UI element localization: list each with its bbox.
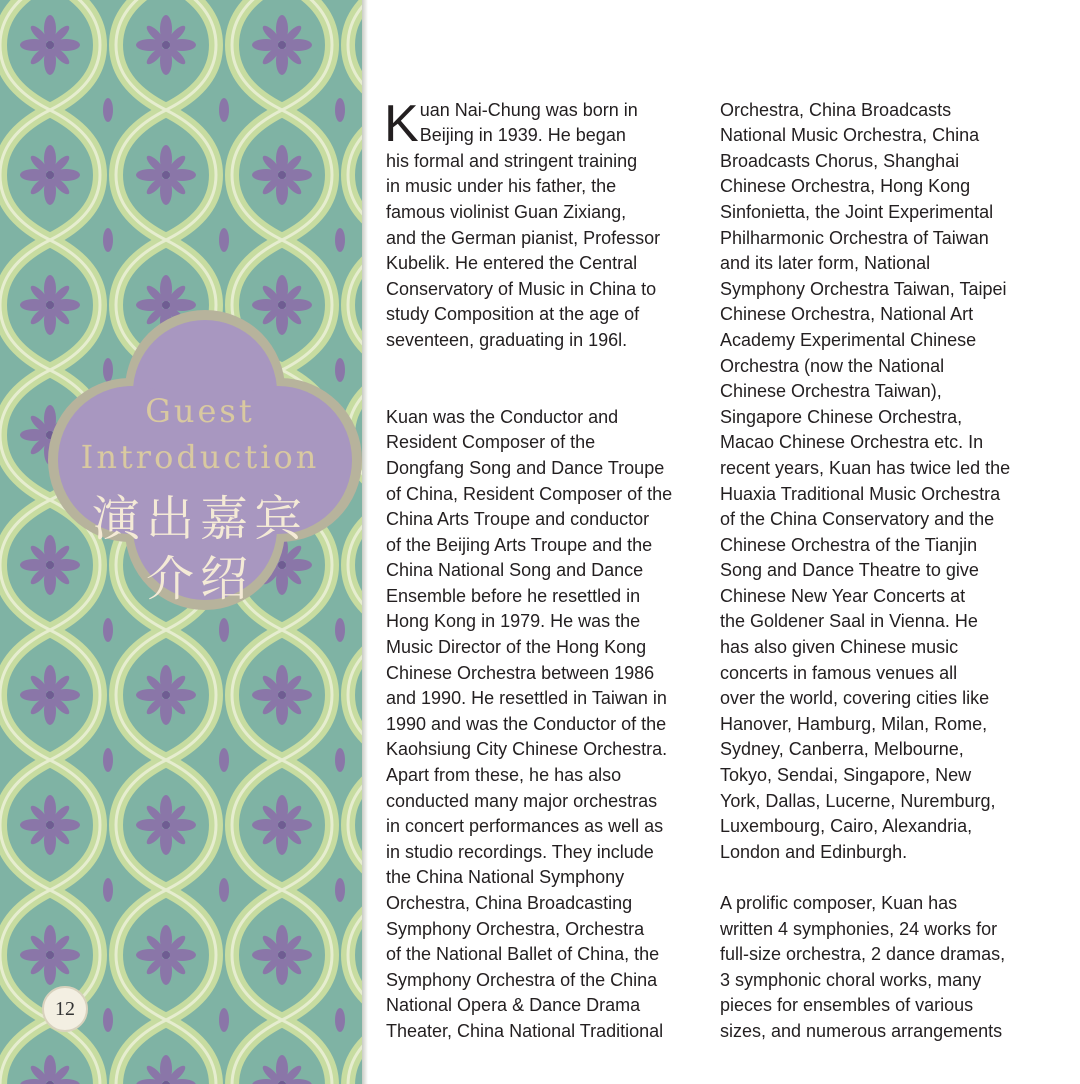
panel-edge-shadow — [362, 0, 368, 1084]
article-column-2 — [720, 72, 1060, 1070]
article-column-1 — [386, 72, 706, 1070]
title-english-line2: Introduction — [80, 438, 320, 476]
page-number: 12 — [42, 986, 88, 1032]
paragraph-3: Orchestra, China Broadcasts National Music Orchestra, China Broadcasts Chorus, Shanghai Chinese Orchestra, Hong Kong Sinfonietta, the Joint Experimental Philharmonic Orchestra of Taiwan and its later form, National Symphony Orchestra Taiwan, Taipei Chinese Orchestra, National Art Academy Experimental Chinese Orchestra (now the National Chinese Orchestra Taiwan), Singapore Chinese Orchestra, Macao Chinese Orchestra etc. In recent years, Kuan has twice led the Huaxia Traditional Music Orchestra of the China Conservatory and the Chinese Orchestra of the Tianjin Song and Dance Theatre to give Chinese New Year Concerts at the Goldener Saal in Vienna. He has also given Chinese music concerts in famous venues all over the world, covering cities like Hanover, Hamburg, Milan, Rome, Sydney, Canberra, Melbourne, Tokyo, Sendai, Singapore, New York, Dallas, Lucerne, Nuremburg, Luxembourg, Cairo, Alexandria, London and Edinburgh. — [720, 99, 1011, 862]
paragraph-2: Kuan was the Conductor and Resident Composer of the Dongfang Song and Dance Troupe of China, Resident Composer of the China Arts Troupe and conductor of the Beijing Arts Troupe and the China National Song and Dance Ensemble before he resettled in Hong Kong in 1979. He was the Music Director of the Hong Kong Chinese Orchestra between 1986 and 1990. He resettled in Taiwan in 1990 and was the Conductor of the Kaohsiung City Chinese Orchestra. Apart from these, he has also conducted many major orchestras in concert performances as well as in studio recordings. They include the China National Symphony Orchestra, China Broadcasting Symphony Orchestra, Orchestra of the National Ballet of China, the Symphony Orchestra of the China National Opera & Dance Drama Theater, China National Traditional — [386, 406, 673, 1041]
paragraph-1: uan Nai-Chung was born in Beijing in 1939. He began his formal and stringent training in music under his father, the famous violinist Guan Zixiang, and the German pianist, Professor Kubelik. He entered the Central Conservatory of Music in China to study Composition at the age of seventeen, graduating in 196l. — [386, 99, 661, 350]
paragraph-spacer — [386, 354, 706, 380]
title-english-line1: Guest — [145, 392, 255, 430]
title-chinese-line2: 介绍 — [145, 551, 254, 607]
title-chinese-line1: 演出嘉宾 — [91, 491, 308, 547]
paragraph-4: A prolific composer, Kuan has written 4 symphonies, 24 works for full-size orchestra, 2 dance dramas, 3 symphonic choral works, many pieces for ensembles of various sizes, and numerous arrangements — [720, 893, 1006, 1041]
drop-cap: K — [384, 94, 419, 153]
decorative-side-panel — [0, 0, 362, 1084]
guest-introduction-medallion — [40, 310, 362, 610]
